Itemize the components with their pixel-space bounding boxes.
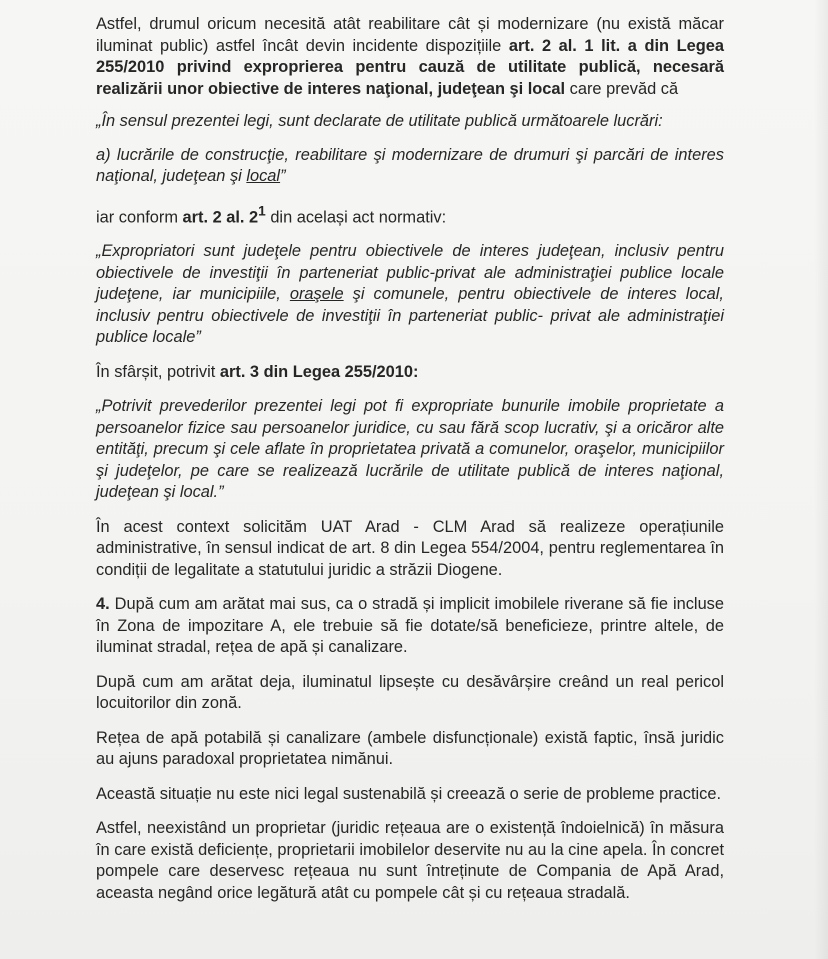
paragraph-9 <box>96 594 724 659</box>
paragraph-1 <box>96 14 724 100</box>
paragraph-10: După cum am arătat deja, iluminatul lipsește cu desăvârșire creând un real pericol locuitorilor din zonă. <box>96 672 724 713</box>
paragraph-7-quote: „Potrivit prevederilor prezentei legi pot fi expropriate bunurile imobile proprietate a persoanelor fizice sau persoanelor juridice, cu sau fără scop lucrativ, şi a oricăror alte entităţi, precum şi cele aflate în proprietatea privată a comunelor, oraşelor, municipiilor şi judeţelor, pe care se realizează lucrările de utilitate publică de interes naţional, judeţean şi local.” <box>96 397 724 502</box>
paragraph-3-quote <box>96 145 724 188</box>
p3-text-a: a) lucrările de construcţie, reabilitare şi modernizare de drumuri şi parcări de interes naţional, judeţean şi <box>96 145 724 185</box>
p4-text-a: iar conform <box>96 207 183 226</box>
p4-bold-reference: art. 2 al. 2 <box>182 207 259 226</box>
p5-underlined-word: oraşele <box>289 285 344 304</box>
p3-underlined-word: local <box>246 167 281 185</box>
p9-text: După cum am arătat mai sus, ca o stradă și implicit imobilele riverane să fie incluse în Zona de impozitare A, ele trebuie să fie dotate/să beneficieze, printre altele, de iluminat stradal, rețea de apă și canalizare. <box>96 595 724 657</box>
p5-text-c: şi comunele, pentru obiectivele de interes local, inclusiv pentru obiectivele de investiţii în parteneriat public- privat ale administraţiei publice locale” <box>96 285 724 347</box>
p6-text-a: În sfârșit, potrivit <box>96 362 220 381</box>
paragraph-13: Astfel, neexistând un proprietar (juridic rețeaua are o existență îndoielnică) în măsura în care există deficiențe, proprietarii imobilelor deservite nu au la cine apela. În concret pompele care deservesc rețeaua nu sunt întreținute de Compania de Apă Arad, aceasta negând orice legătură atât cu pompele cât și cu rețeaua stradală. <box>96 819 724 902</box>
p3-text-c: ” <box>280 167 286 185</box>
paragraph-6 <box>96 362 724 384</box>
p1-bold-reference: art. 2 al. 1 lit. a din Legea 255/2010 privind exproprierea pentru cauză de utilitate publică, necesară realizării unor obiective de interes naţional, judeţean şi local <box>96 36 724 98</box>
p5-text-a: „Expropriatori sunt judeţele pentru obiectivele de interes judeţean, inclusiv pentru obiectivele de investiţii în parteneriat public-privat ale administraţiei publice locale judeţene, iar municipiile, <box>96 242 724 304</box>
p1-text-c: care prevăd că <box>565 79 679 98</box>
p4-superscript: 1 <box>258 203 266 219</box>
p4-text-c: din același act normativ: <box>265 207 447 226</box>
p1-text-a: Astfel, drumul oricum necesită atât reabilitare cât și modernizare (nu există măcar iluminat public) astfel încât devin incidente dispozițiile <box>96 15 724 55</box>
paragraph-4 <box>96 201 724 229</box>
paragraph-5-quote <box>96 241 724 349</box>
p6-bold-reference: art. 3 din Legea 255/2010: <box>219 362 419 381</box>
paragraph-11: Rețea de apă potabilă și canalizare (ambele disfuncționale) există faptic, însă juridic au ajuns paradoxal proprietatea nimănui. <box>96 728 724 769</box>
paragraph-2-quote: „În sensul prezentei legi, sunt declarate de utilitate publică următoarele lucrări: <box>96 112 663 130</box>
paragraph-12: Această situație nu este nici legal sustenabilă și creează o serie de probleme practice. <box>96 784 722 803</box>
p9-number: 4. <box>96 595 110 614</box>
paragraph-8: În acest context solicităm UAT Arad - CLM Arad să realizeze operațiunile administrative, în sensul indicat de art. 8 din Legea 554/2004, pentru reglementarea în condiții de legalitate a statutului juridic a străzii Diogene. <box>96 517 724 579</box>
document-body <box>96 14 724 904</box>
